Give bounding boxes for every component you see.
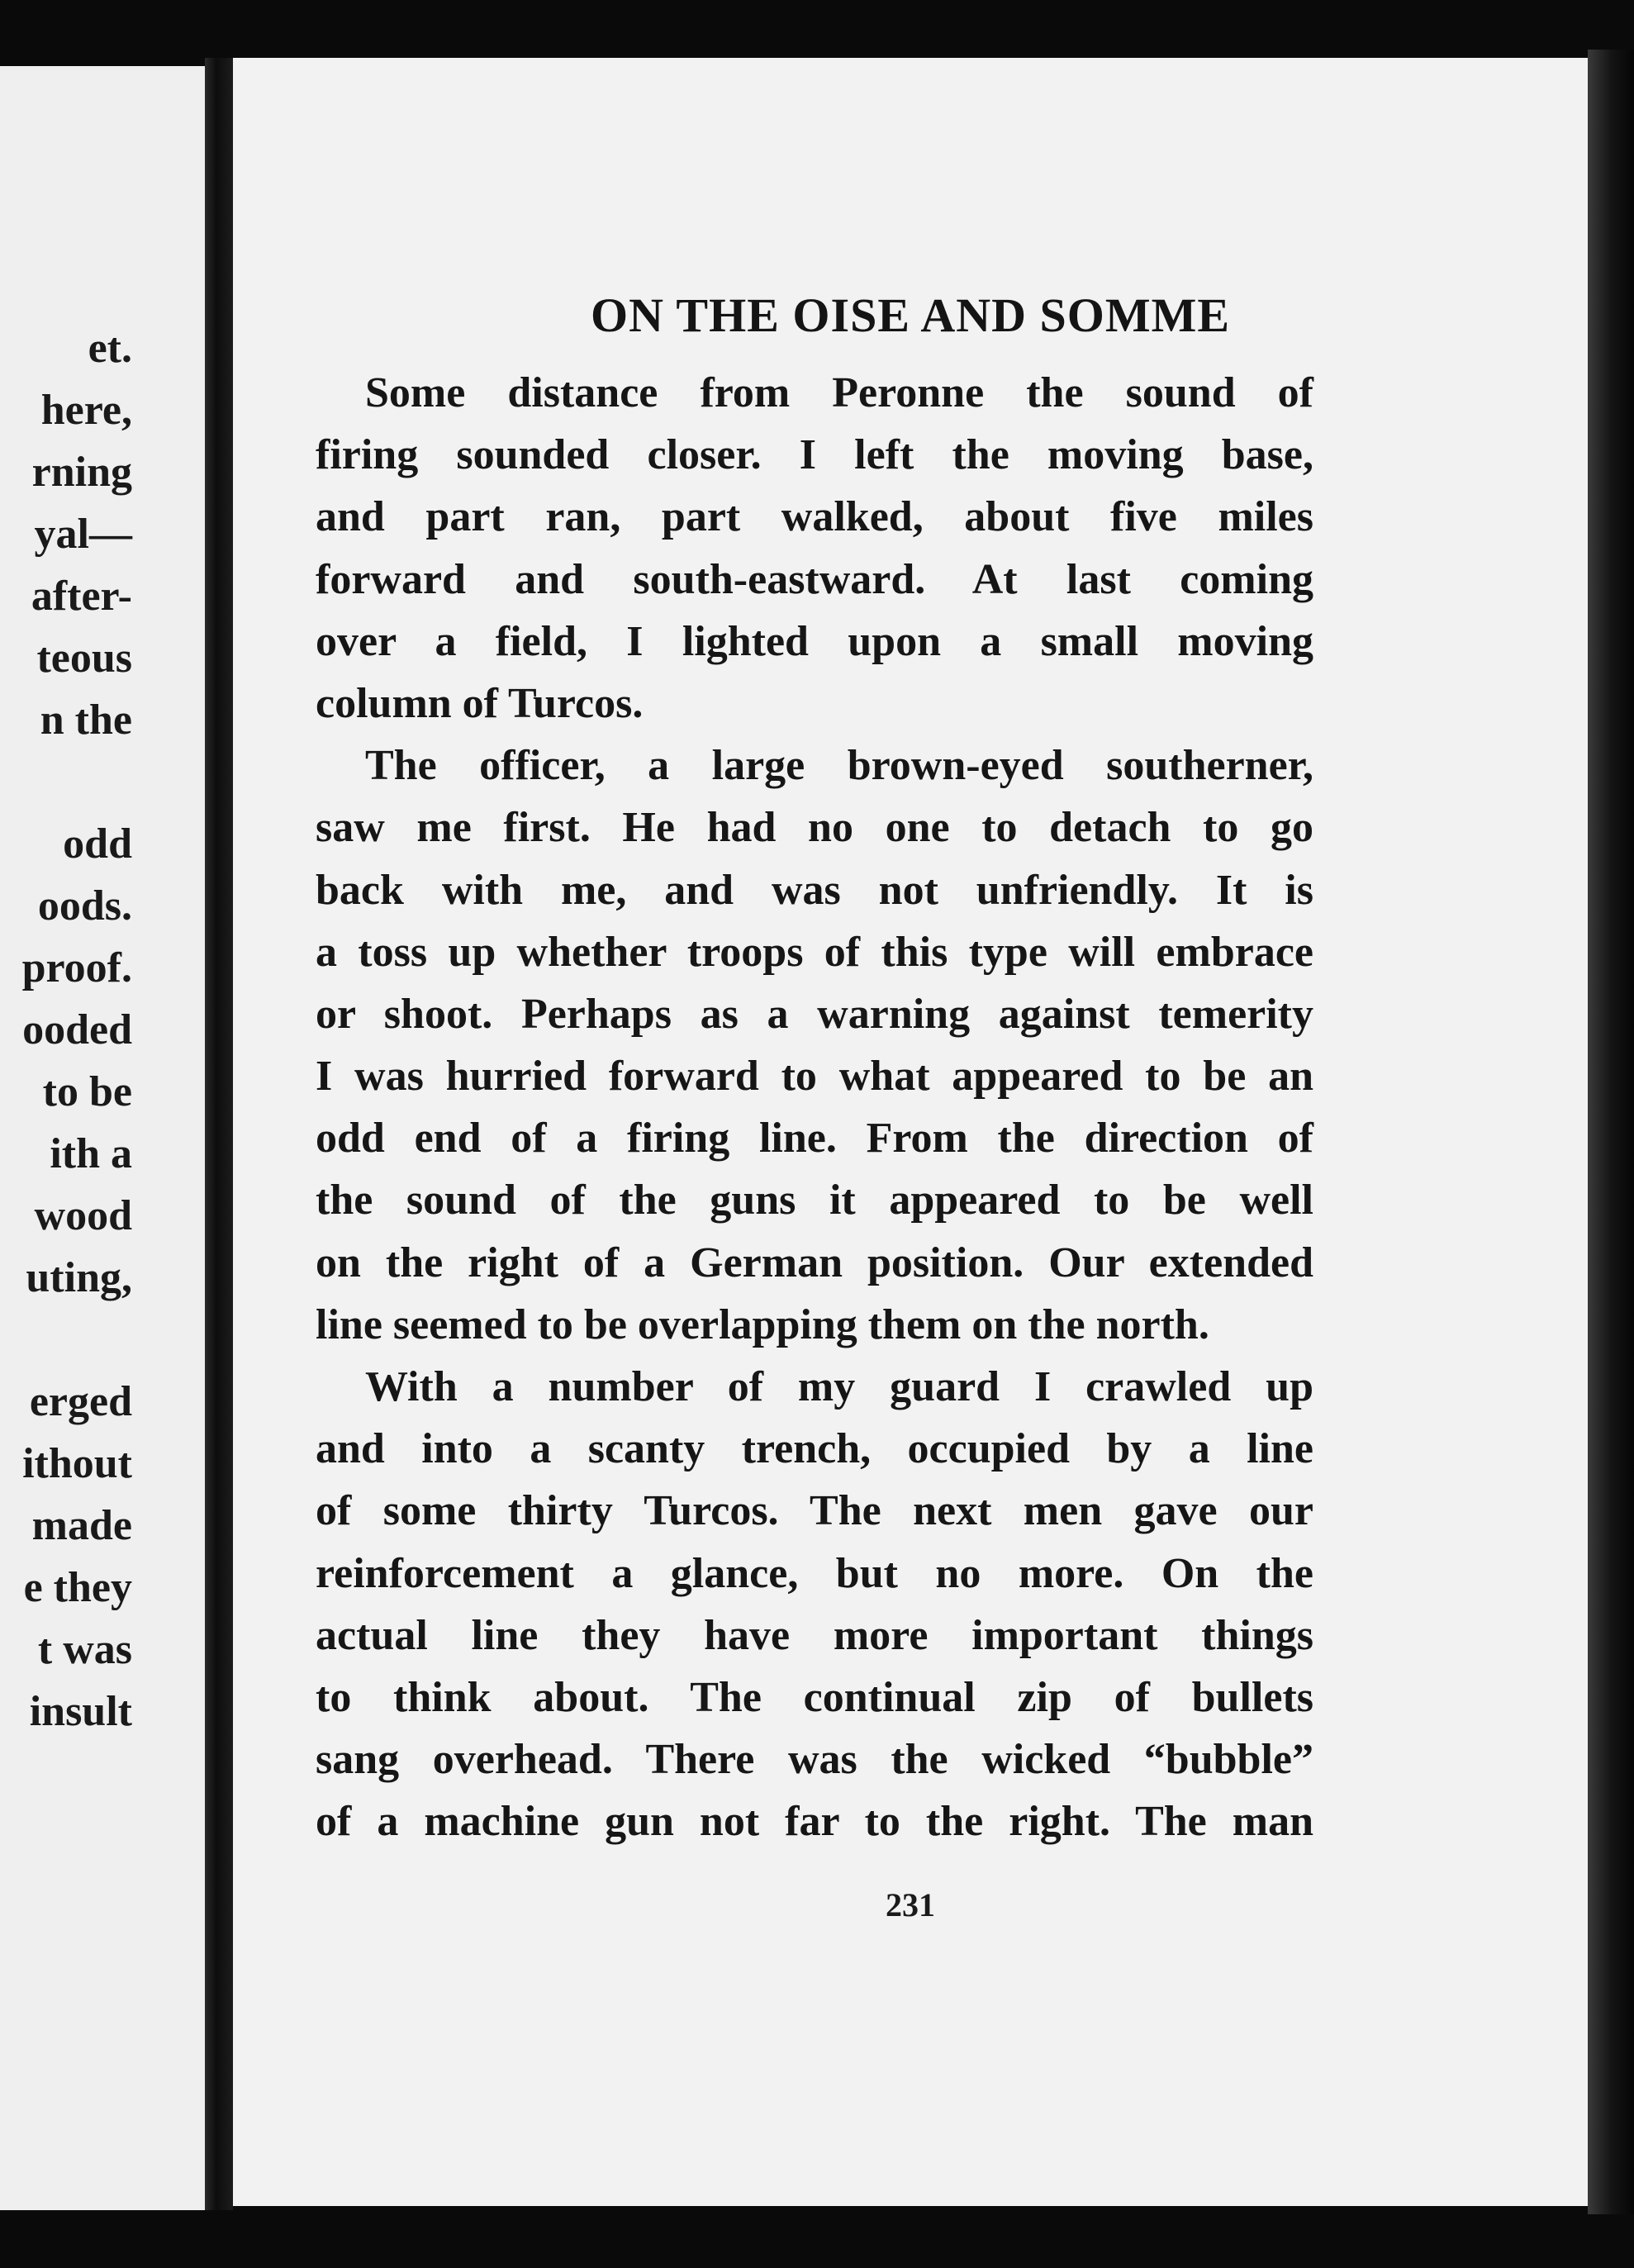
text-line: reinforcement a glance, but no more. On the: [316, 1549, 1313, 1597]
text-line: over a field, I lighted upon a small moving: [316, 617, 1313, 665]
previous-page-line: oods.: [37, 882, 132, 930]
text-line: forward and south-eastward. At last coming: [316, 555, 1313, 603]
previous-page-line: insult: [29, 1688, 132, 1735]
previous-page-line: rning: [31, 449, 132, 496]
running-head: ON THE OISE AND SOMME: [590, 288, 1231, 342]
page-number: 231: [886, 1886, 935, 1923]
page-edge: [1588, 50, 1634, 2214]
previous-page-line: erged: [29, 1378, 132, 1425]
previous-page-line: ith a: [50, 1130, 132, 1177]
previous-page-line: et.: [88, 325, 132, 372]
body-text: [316, 362, 1313, 1853]
previous-page-line: to be: [42, 1068, 132, 1115]
text-line: or shoot. Perhaps as a warning against temerity: [316, 990, 1313, 1038]
previous-page-line: ithout: [22, 1440, 132, 1487]
book-page: [233, 58, 1588, 2206]
text-line: and into a scanty trench, occupied by a line: [316, 1425, 1313, 1473]
text-line: sang overhead. There was the wicked “bubble”: [316, 1736, 1313, 1784]
text-line: and part ran, part walked, about five miles: [316, 493, 1313, 541]
paragraph: [316, 1356, 1313, 1853]
previous-page-line: uting,: [26, 1254, 132, 1301]
text-line: of some thirty Turcos. The next men gave our: [316, 1487, 1313, 1535]
previous-page-line: teous: [36, 635, 132, 682]
book-gutter: [205, 58, 233, 2210]
text-line: actual line they have more important things: [316, 1611, 1313, 1659]
previous-page-line: after-: [31, 573, 132, 620]
text-line: a toss up whether troops of this type will embrace: [316, 928, 1313, 976]
text-line: to think about. The continual zip of bullets: [316, 1673, 1313, 1721]
text-line: of a machine gun not far to the right. The man: [316, 1798, 1313, 1846]
previous-page-line: yal—: [34, 511, 132, 558]
text-line: the sound of the guns it appeared to be well: [316, 1177, 1313, 1224]
text-line: Some distance from Peronne the sound of: [365, 369, 1313, 416]
text-line: line seemed to be overlapping them on the north.: [316, 1300, 1209, 1348]
text-line: I was hurried forward to what appeared to be an: [316, 1053, 1313, 1101]
text-line: firing sounded closer. I left the moving base,: [316, 431, 1313, 479]
paragraph: [316, 735, 1313, 1356]
previous-page-line: ooded: [22, 1006, 132, 1053]
paragraph: [316, 362, 1313, 735]
previous-page-line: e they: [23, 1564, 132, 1611]
previous-page-line: odd: [63, 820, 132, 868]
text-line: The officer, a large brown-eyed southerner,: [365, 742, 1313, 790]
text-line: With a number of my guard I crawled up: [365, 1363, 1313, 1410]
previous-page-line: made: [31, 1502, 132, 1549]
text-line: saw me first. He had no one to detach to go: [316, 804, 1313, 852]
previous-page-fragment: [0, 66, 205, 2210]
text-line: column of Turcos.: [316, 679, 644, 727]
previous-page-line: proof.: [21, 944, 132, 991]
text-line: on the right of a German position. Our extended: [316, 1239, 1313, 1286]
previous-page-line: wood: [34, 1192, 132, 1239]
text-line: back with me, and was not unfriendly. It is: [316, 866, 1313, 914]
previous-page-line: n the: [40, 697, 132, 744]
previous-page-line: here,: [40, 387, 132, 434]
text-line: odd end of a firing line. From the direction of: [316, 1115, 1313, 1163]
previous-page-line: t was: [37, 1626, 132, 1673]
